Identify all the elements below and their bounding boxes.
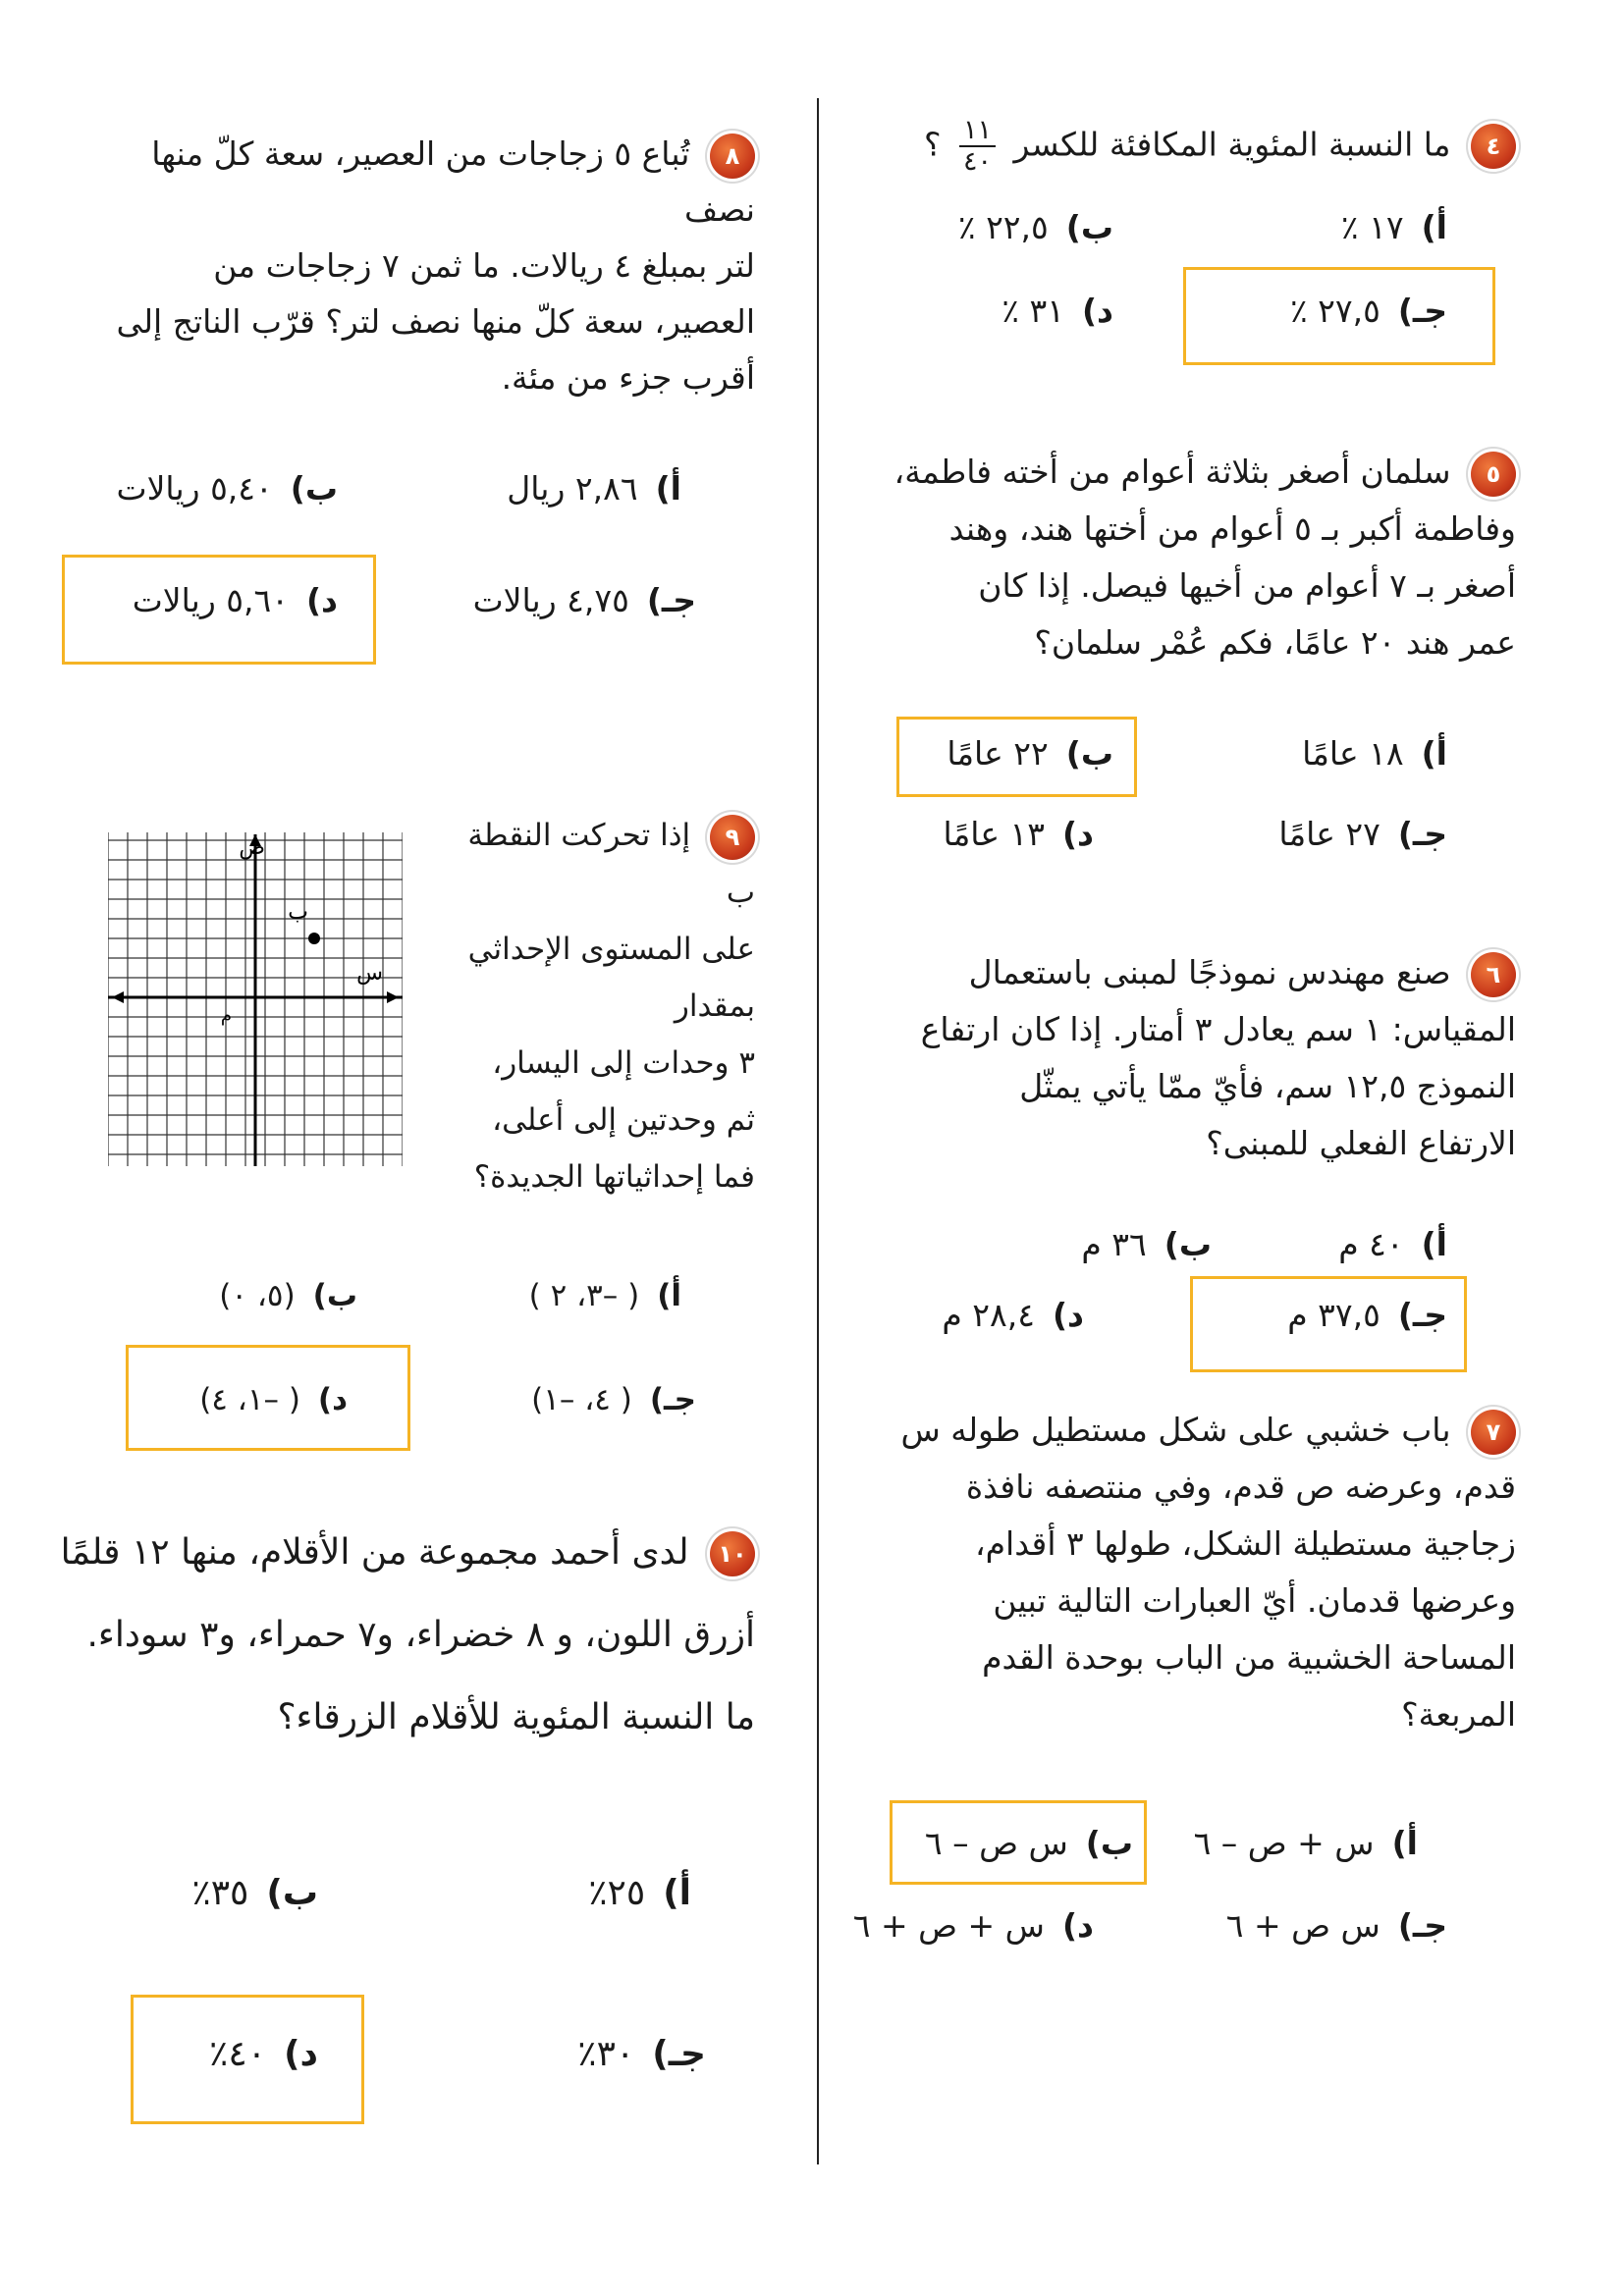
question-number-badge: ٧ [1471, 1410, 1516, 1455]
question-number-badge: ٨ [710, 133, 755, 179]
question-line: أزرق اللون، و ٨ خضراء، و٧ حمراء، و٣ سوداء. [86, 1615, 755, 1655]
question-line: ٣ وحدات إلى اليسار، [492, 1045, 755, 1081]
option-d[interactable]: د)٤٠٪ [209, 2034, 318, 2074]
question-line: صنع مهندس نموذجًا لمبنى باستعمال [968, 953, 1451, 991]
option-d[interactable]: د)( –١، ٤) [199, 1382, 348, 1417]
question-line: لدى أحمد مجموعة من الأقلام، منها ١٢ قلمًا [60, 1532, 689, 1573]
option-b[interactable]: ب)س ص – ٦ [924, 1824, 1133, 1862]
option-d[interactable]: د)١٣ عامًا [943, 815, 1094, 853]
option-a[interactable]: أ)٢,٨٦ ريال [507, 469, 681, 507]
option-a[interactable]: أ)٤٠ م [1338, 1225, 1447, 1263]
y-axis-label: ص [239, 835, 265, 860]
question-line: عمر هند ٢٠ عامًا، فكم عُمْر سلمان؟ [1034, 623, 1516, 662]
question-line: المساحة الخشبية من الباب بوحدة القدم [982, 1638, 1516, 1677]
question-line: النموذج ١٢,٥ سم، فأيّ ممّا يأتي يمثّل [1019, 1067, 1516, 1105]
option-b[interactable]: ب)٣٥٪ [191, 1873, 318, 1913]
question-line: تُباع ٥ زجاجات من العصير، سعة كلّ منها نصف [151, 134, 755, 229]
question-line: المربعة؟ [1401, 1695, 1516, 1734]
question-6 [809, 944, 1516, 1172]
question-line: سلمان أصغر بثلاثة أعوام من أخته فاطمة، [893, 453, 1451, 491]
option-a[interactable]: أ)س + ص – ٦ [1193, 1824, 1418, 1862]
question-line: وعرضها قدمان. أيّ العبارات التالية تبين [993, 1581, 1516, 1620]
question-line: ثم وحدتين إلى أعلى، [492, 1102, 755, 1138]
option-b[interactable]: ب)٢٢ عامًا [947, 734, 1113, 773]
option-b[interactable]: ب)٥,٤٠ ريالات [116, 469, 338, 507]
question-number-badge: ٥ [1471, 452, 1516, 497]
question-number-badge: ٦ [1471, 952, 1516, 997]
option-d[interactable]: د)٢٨,٤ م [942, 1296, 1084, 1334]
question-8 [97, 126, 755, 405]
option-c[interactable]: جـ)٢٧,٥ ٪ [1289, 292, 1447, 330]
option-c[interactable]: جـ)٣٠٪ [577, 2034, 706, 2074]
option-b[interactable]: ب)٢٢,٥ ٪ [957, 208, 1113, 246]
question-line: أقرب جزء من مئة. [501, 358, 755, 397]
question-line: ما النسبة المئوية للأقلام الزرقاء؟ [277, 1697, 755, 1737]
fraction [959, 116, 996, 177]
fraction-denominator: ٤٠ [962, 146, 992, 177]
question-number-badge: ١٠ [710, 1531, 755, 1576]
question-9 [431, 807, 755, 1205]
option-d[interactable]: د)٣١ ٪ [1001, 292, 1113, 330]
option-c[interactable]: جـ)٢٧ عامًا [1278, 815, 1447, 853]
option-a[interactable]: أ)١٨ عامًا [1302, 734, 1447, 773]
question-line: العصير، سعة كلّ منها نصف لتر؟ قرّب الناتج إلى [116, 302, 755, 341]
x-axis-arrow-icon [387, 991, 399, 1003]
question-mark: ؟ [923, 125, 942, 164]
option-c[interactable]: جـ)٣٧,٥ م [1287, 1296, 1447, 1334]
option-d[interactable]: د)س + ص + ٦ [852, 1906, 1094, 1945]
question-10 [28, 1512, 755, 1759]
question-4 [809, 116, 1516, 177]
option-c[interactable]: جـ)س ص + ٦ [1225, 1906, 1447, 1945]
question-line: على المستوى الإحداثي [467, 932, 755, 967]
option-a[interactable]: أ)٢٥٪ [588, 1873, 691, 1913]
question-line: فما إحداثياتها الجديدة؟ [473, 1159, 755, 1195]
question-line: باب خشبي على شكل مستطيل طوله س [900, 1411, 1451, 1449]
point-b [308, 933, 320, 944]
option-c[interactable]: جـ)( ٤، –١) [531, 1382, 696, 1417]
question-5 [809, 444, 1516, 671]
question-line: زجاجية مستطيلة الشكل، طولها ٣ أقدام، [974, 1524, 1516, 1563]
question-number-badge: ٤ [1471, 124, 1516, 169]
question-line: أصغر بـ ٧ أعوام من أخيها فيصل. إذا كان [978, 566, 1516, 605]
option-b[interactable]: ب)(٥، ٠) [219, 1278, 357, 1313]
coordinate-grid [108, 832, 403, 1170]
question-line: إذا تحركت النقطة ب [467, 818, 755, 910]
option-c[interactable]: جـ)٤,٧٥ ريالات [472, 581, 696, 619]
question-number-badge: ٩ [710, 815, 755, 860]
x-axis-arrow-left-icon [112, 991, 124, 1003]
question-line: وفاطمة أكبر بـ ٥ أعوام من أختها هند، وهند [948, 509, 1516, 548]
fraction-numerator: ١١ [959, 116, 996, 147]
question-line: لتر بمبلغ ٤ ريالات. ما ثمن ٧ زجاجات من [213, 246, 755, 285]
point-b-label: ب [288, 900, 308, 925]
option-a[interactable]: أ)( –٣، ٢ ) [528, 1278, 681, 1313]
question-text: ما النسبة المئوية المكافئة للكسر [1013, 125, 1451, 164]
question-line: المقياس: ١ سم يعادل ٣ أمتار. إذا كان ارتفاع [920, 1010, 1516, 1048]
question-7 [809, 1402, 1516, 1743]
option-a[interactable]: أ)١٧ ٪ [1340, 208, 1447, 246]
option-b[interactable]: ب)٣٦ م [1081, 1225, 1212, 1263]
option-d[interactable]: د)٥,٦٠ ريالات [132, 581, 338, 619]
origin-label: م [220, 1005, 232, 1026]
question-line: الارتفاع الفعلي للمبنى؟ [1206, 1124, 1516, 1162]
coordinate-grid-svg [108, 832, 403, 1166]
question-line: بمقدار [674, 988, 755, 1024]
x-axis-label: س [356, 961, 383, 986]
question-line: قدم، وعرضه ص قدم، وفي منتصفه نافذة [965, 1468, 1516, 1506]
